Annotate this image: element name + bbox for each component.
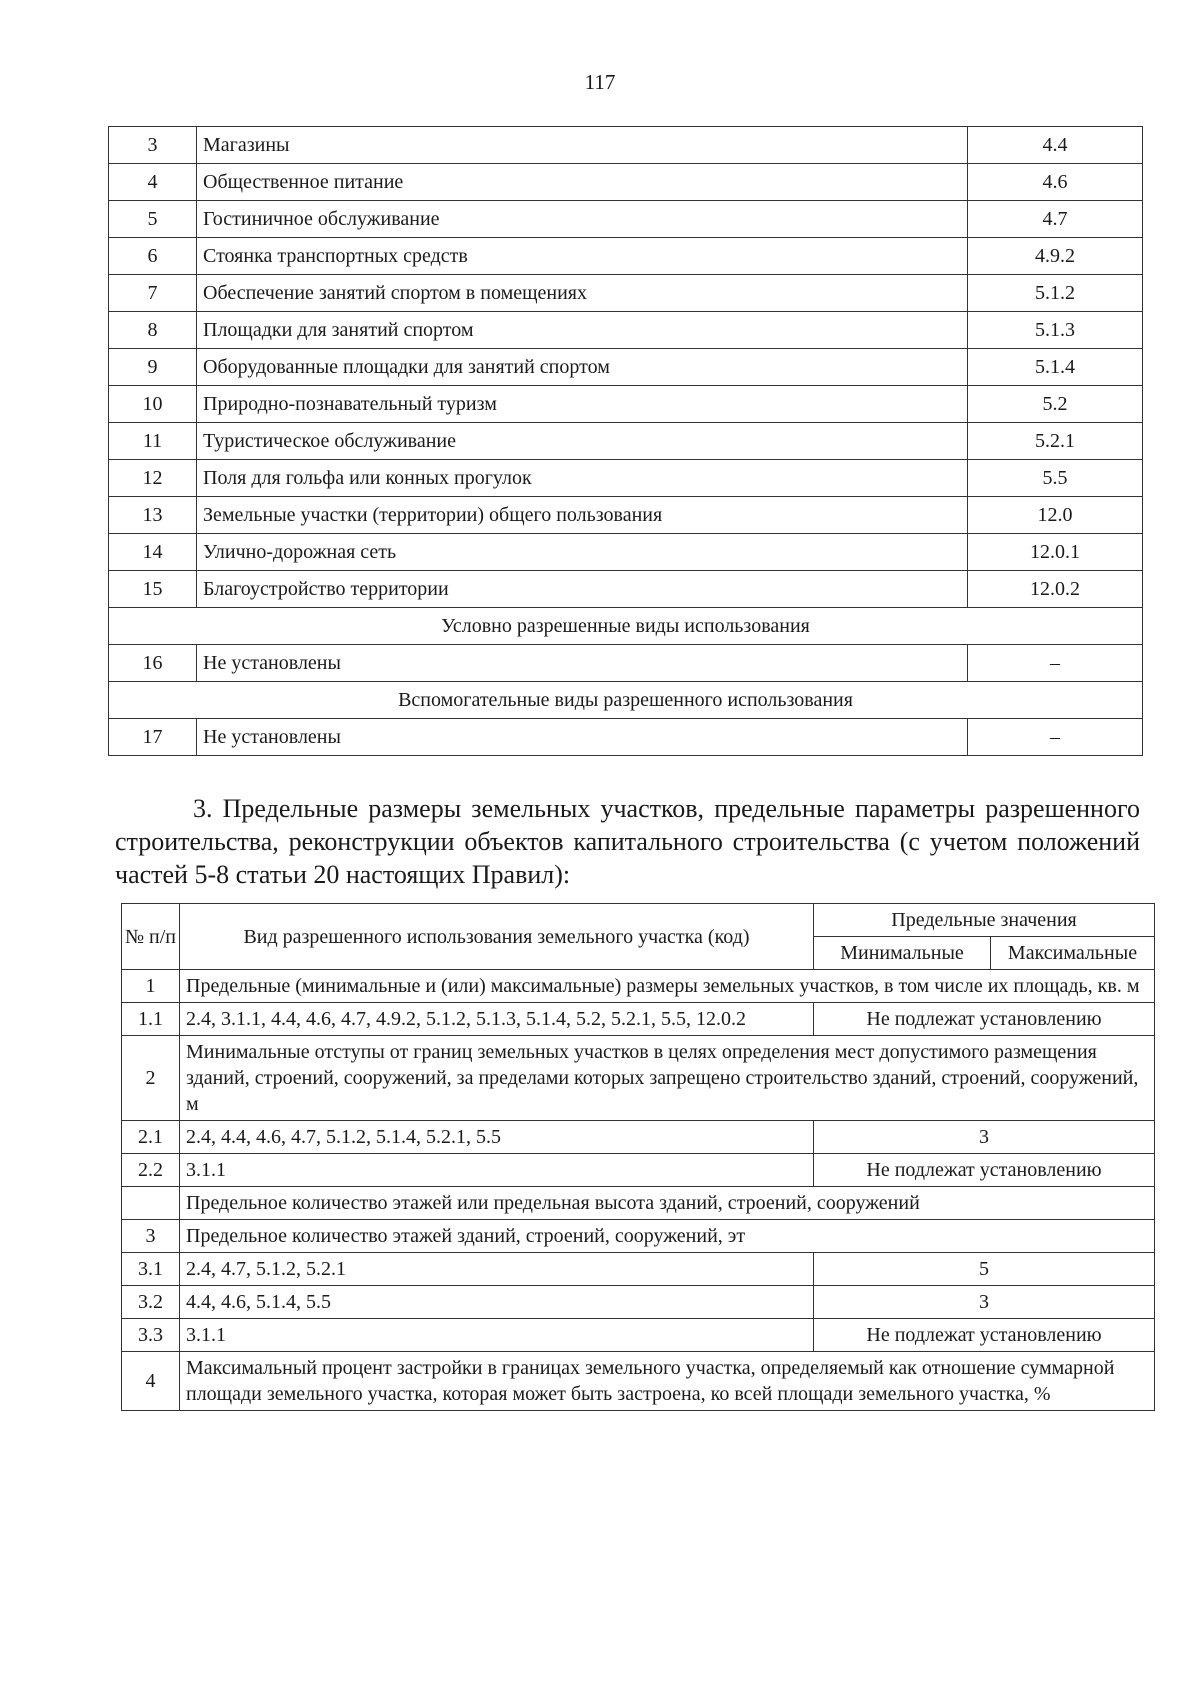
use-code: 12.0 <box>968 497 1143 534</box>
table-row <box>122 1319 1155 1352</box>
section-paragraph: 3. Предельные размеры земельных участков, предельные параметры разрешенного строительства, реконструкции объектов капитального строительства (с учетом положений частей 5-8 статьи 20 настоящих Правил): <box>115 794 1140 889</box>
use-name: Магазины <box>197 127 968 164</box>
header-min: Минимальные <box>814 937 991 970</box>
row-number-empty <box>122 1187 180 1220</box>
parameter-text: Максимальный процент застройки в границах земельного участка, определяемый как отношение суммарной площади земельного участка, которая может быть застроена, ко всей площади земельного участка, % <box>180 1352 1155 1411</box>
use-codes: 3.1.1 <box>180 1319 814 1352</box>
row-number: 4 <box>122 1352 180 1411</box>
table-row <box>122 1036 1155 1121</box>
row-number: 8 <box>109 312 197 349</box>
use-code: 5.5 <box>968 460 1143 497</box>
limits-table <box>121 903 1155 1411</box>
header-row <box>122 904 1155 937</box>
row-number: 9 <box>109 349 197 386</box>
use-name: Площадки для занятий спортом <box>197 312 968 349</box>
table-row <box>122 970 1155 1003</box>
table-row <box>109 497 1143 534</box>
row-number: 12 <box>109 460 197 497</box>
permitted-uses-table <box>108 126 1143 756</box>
parameter-value: Не подлежат установлению <box>814 1003 1155 1036</box>
use-name: Природно-познавательный туризм <box>197 386 968 423</box>
header-use-type: Вид разрешенного использования земельного участка (код) <box>180 904 814 970</box>
table-row <box>122 1352 1155 1411</box>
table-row <box>122 1003 1155 1036</box>
row-number: 2.1 <box>122 1121 180 1154</box>
table-row <box>109 719 1143 756</box>
use-codes: 2.4, 4.7, 5.1.2, 5.2.1 <box>180 1253 814 1286</box>
use-code: 12.0.2 <box>968 571 1143 608</box>
use-name: Гостиничное обслуживание <box>197 201 968 238</box>
row-number: 2.2 <box>122 1154 180 1187</box>
use-code: 5.1.4 <box>968 349 1143 386</box>
parameter-text: Предельное количество этажей зданий, строений, сооружений, эт <box>180 1220 1155 1253</box>
row-number: 6 <box>109 238 197 275</box>
section-heading: Условно разрешенные виды использования <box>109 608 1143 645</box>
use-name: Не установлены <box>197 719 968 756</box>
parameter-value: 5 <box>814 1253 1155 1286</box>
row-number: 4 <box>109 164 197 201</box>
use-code: – <box>968 645 1143 682</box>
use-name: Благоустройство территории <box>197 571 968 608</box>
parameter-text: Минимальные отступы от границ земельных участков в целях определения мест допустимого размещения зданий, строений, сооружений, за пределами которых запрещено строительство зданий, строений, сооружений, м <box>180 1036 1155 1121</box>
use-name: Улично-дорожная сеть <box>197 534 968 571</box>
row-number: 3.1 <box>122 1253 180 1286</box>
row-number: 1.1 <box>122 1003 180 1036</box>
row-number: 16 <box>109 645 197 682</box>
use-code: 4.7 <box>968 201 1143 238</box>
row-number: 2 <box>122 1036 180 1121</box>
use-name: Поля для гольфа или конных прогулок <box>197 460 968 497</box>
use-codes: 4.4, 4.6, 5.1.4, 5.5 <box>180 1286 814 1319</box>
table-row <box>122 1220 1155 1253</box>
section-row-auxiliary <box>109 682 1143 719</box>
table-row <box>122 1154 1155 1187</box>
header-limits: Предельные значения <box>814 904 1155 937</box>
use-codes: 2.4, 3.1.1, 4.4, 4.6, 4.7, 4.9.2, 5.1.2, 5.1.3, 5.1.4, 5.2, 5.2.1, 5.5, 12.0.2 <box>180 1003 814 1036</box>
table-row <box>122 1253 1155 1286</box>
row-number: 13 <box>109 497 197 534</box>
parameter-value: Не подлежат установлению <box>814 1319 1155 1352</box>
parameter-value: 3 <box>814 1286 1155 1319</box>
table-row <box>122 1187 1155 1220</box>
table-row <box>109 460 1143 497</box>
page-number: 117 <box>584 70 616 94</box>
row-number: 14 <box>109 534 197 571</box>
table-row <box>122 1286 1155 1319</box>
use-codes: 2.4, 4.4, 4.6, 4.7, 5.1.2, 5.1.4, 5.2.1, 5.5 <box>180 1121 814 1154</box>
table-row <box>109 127 1143 164</box>
table-row <box>109 349 1143 386</box>
row-number: 3.3 <box>122 1319 180 1352</box>
use-name: Земельные участки (территории) общего пользования <box>197 497 968 534</box>
row-number: 5 <box>109 201 197 238</box>
row-number: 15 <box>109 571 197 608</box>
table-row <box>109 201 1143 238</box>
row-number: 3.2 <box>122 1286 180 1319</box>
row-number: 17 <box>109 719 197 756</box>
row-number: 3 <box>109 127 197 164</box>
use-name: Оборудованные площадки для занятий спортом <box>197 349 968 386</box>
row-number: 11 <box>109 423 197 460</box>
row-number: 10 <box>109 386 197 423</box>
row-number: 1 <box>122 970 180 1003</box>
table-row <box>109 238 1143 275</box>
use-code: 4.4 <box>968 127 1143 164</box>
use-code: 5.1.3 <box>968 312 1143 349</box>
table-row <box>109 312 1143 349</box>
section-row-conditional <box>109 608 1143 645</box>
section-heading: Вспомогательные виды разрешенного использования <box>109 682 1143 719</box>
parameter-text: Предельное количество этажей или предельная высота зданий, строений, сооружений <box>180 1187 1155 1220</box>
table-row <box>109 423 1143 460</box>
use-codes: 3.1.1 <box>180 1154 814 1187</box>
table-row <box>109 645 1143 682</box>
use-code: 4.9.2 <box>968 238 1143 275</box>
parameter-value: 3 <box>814 1121 1155 1154</box>
header-number: № п/п <box>122 904 180 970</box>
table-row <box>109 534 1143 571</box>
parameter-value: Не подлежат установлению <box>814 1154 1155 1187</box>
table-row <box>109 571 1143 608</box>
use-name: Стоянка транспортных средств <box>197 238 968 275</box>
use-code: 12.0.1 <box>968 534 1143 571</box>
use-code: – <box>968 719 1143 756</box>
use-name: Не установлены <box>197 645 968 682</box>
row-number: 7 <box>109 275 197 312</box>
use-code: 5.2.1 <box>968 423 1143 460</box>
use-code: 5.1.2 <box>968 275 1143 312</box>
table-row <box>109 275 1143 312</box>
use-name: Туристическое обслуживание <box>197 423 968 460</box>
row-number: 3 <box>122 1220 180 1253</box>
use-name: Общественное питание <box>197 164 968 201</box>
use-code: 5.2 <box>968 386 1143 423</box>
use-name: Обеспечение занятий спортом в помещениях <box>197 275 968 312</box>
table-row <box>109 386 1143 423</box>
header-max: Максимальные <box>991 937 1155 970</box>
table-row <box>109 164 1143 201</box>
table-row <box>122 1121 1155 1154</box>
use-code: 4.6 <box>968 164 1143 201</box>
parameter-text: Предельные (минимальные и (или) максимальные) размеры земельных участков, в том числе их площадь, кв. м <box>180 970 1155 1003</box>
